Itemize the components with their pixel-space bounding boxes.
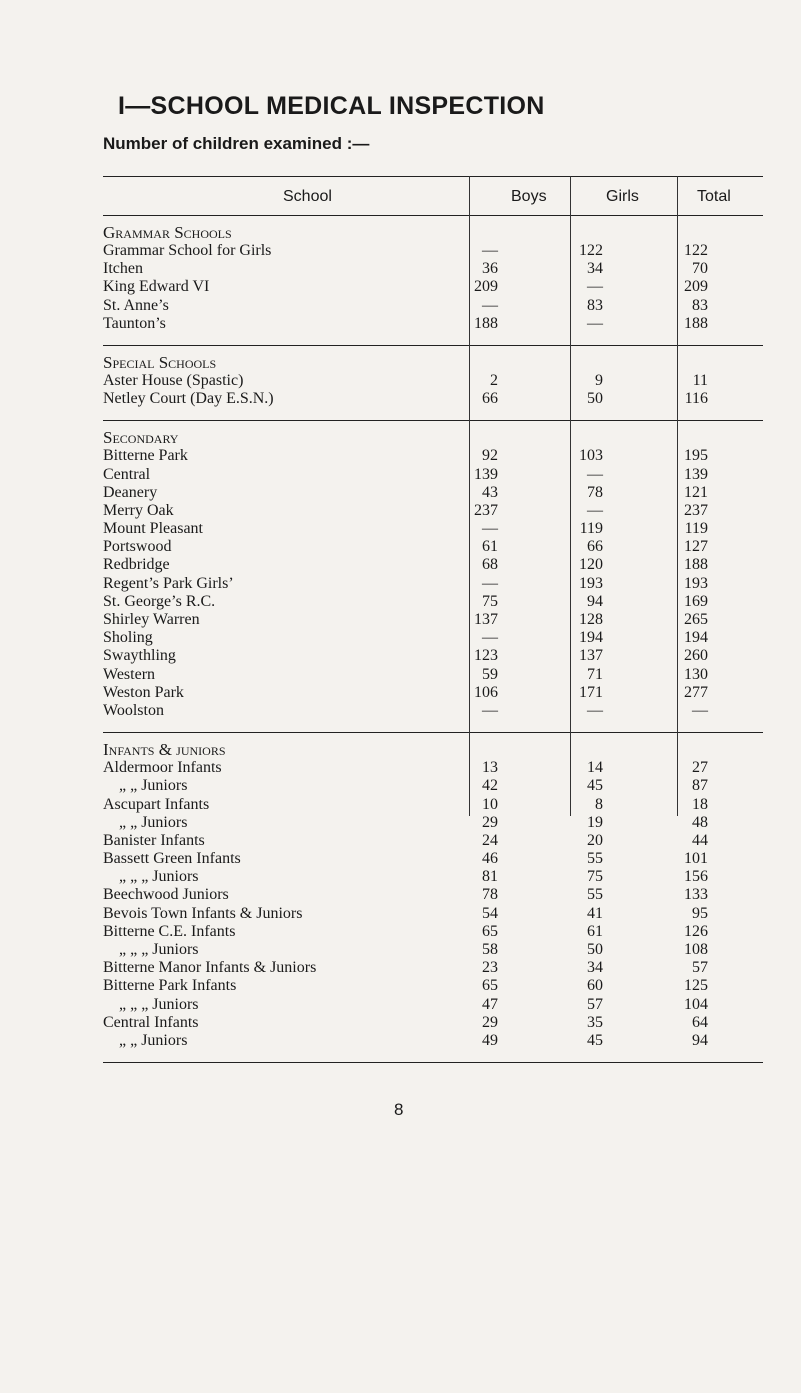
table-row [103, 923, 763, 941]
school-name: Beechwood Juniors [103, 886, 229, 904]
girls-count: 71 [587, 665, 603, 683]
school-name: „ „ „ Juniors [119, 941, 199, 958]
boys-count: 54 [482, 904, 498, 922]
total-count: 27 [692, 759, 708, 777]
total-count: 108 [684, 941, 708, 958]
girls-count: — [587, 501, 603, 519]
school-name: Grammar School for Girls [103, 242, 272, 259]
girls-count: 94 [587, 592, 603, 610]
page-title: I—SCHOOL MEDICAL INSPECTION [118, 92, 545, 120]
boys-count: 65 [482, 922, 498, 940]
total-count: 188 [684, 314, 708, 332]
school-name: Bitterne C.E. Infants [103, 922, 236, 940]
school-name: Ascupart Infants [103, 795, 210, 813]
table-row [103, 484, 763, 502]
boys-count: 13 [482, 759, 498, 777]
table-row [103, 502, 763, 520]
girls-count: 83 [587, 296, 603, 314]
girls-count: 19 [587, 813, 603, 831]
total-count: 193 [684, 574, 708, 592]
school-name: „ „ Juniors [119, 777, 188, 795]
total-count: 18 [692, 795, 708, 813]
total-count: 194 [684, 629, 708, 647]
table-row [103, 260, 763, 278]
total-count: 122 [684, 242, 708, 259]
girls-count: 66 [587, 538, 603, 556]
boys-count: 139 [474, 465, 498, 483]
school-name: Shirley Warren [103, 611, 200, 628]
table-row [103, 814, 763, 832]
boys-count: 46 [482, 850, 498, 868]
table-row [103, 759, 763, 777]
total-count: 101 [684, 850, 708, 868]
boys-count: — [482, 629, 498, 647]
school-name: Itchen [103, 260, 143, 278]
boys-count: 29 [482, 813, 498, 831]
girls-count: — [587, 465, 603, 483]
table-row [103, 868, 763, 886]
boys-count: 78 [482, 886, 498, 904]
school-name: St. George’s R.C. [103, 592, 216, 610]
total-count: 130 [684, 665, 708, 683]
table-row [103, 278, 763, 296]
girls-count: 34 [587, 260, 603, 278]
boys-count: 49 [482, 1031, 498, 1049]
table-section [103, 346, 763, 421]
boys-count: 29 [482, 1013, 498, 1031]
girls-count: 137 [579, 647, 603, 665]
girls-count: 45 [587, 1031, 603, 1049]
total-count: 195 [684, 447, 708, 465]
school-name: Aldermoor Infants [103, 759, 222, 777]
school-name: Banister Infants [103, 831, 205, 849]
header-girls: Girls [606, 188, 639, 205]
total-count: — [692, 701, 708, 719]
school-name: Netley Court (Day E.S.N.) [103, 390, 274, 408]
total-count: 133 [684, 886, 708, 904]
table-row [103, 297, 763, 315]
boys-count: 10 [482, 795, 498, 813]
school-name: Merry Oak [103, 501, 174, 519]
header-school: School [283, 188, 332, 205]
total-count: 95 [692, 904, 708, 922]
total-count: 57 [692, 959, 708, 977]
boys-count: 81 [482, 868, 498, 886]
school-name: Taunton’s [103, 314, 166, 332]
total-count: 83 [692, 296, 708, 314]
school-name: Bitterne Park Infants [103, 977, 237, 995]
boys-count: 209 [474, 278, 498, 296]
girls-count: 20 [587, 831, 603, 849]
boys-count: 2 [490, 371, 498, 389]
school-name: Regent’s Park Girls’ [103, 574, 234, 592]
girls-count: 119 [579, 520, 603, 538]
girls-count: — [587, 314, 603, 332]
boys-count: 106 [474, 683, 498, 701]
school-name: Bassett Green Infants [103, 850, 241, 868]
boys-count: — [482, 701, 498, 719]
section-heading: Special Schools [103, 352, 217, 372]
total-count: 104 [684, 995, 708, 1013]
girls-count: 120 [579, 556, 603, 574]
total-count: 87 [692, 777, 708, 795]
girls-count: 75 [587, 868, 603, 886]
table-row [103, 977, 763, 995]
boys-count: 47 [482, 995, 498, 1013]
table-header [103, 176, 763, 216]
school-name: „ „ Juniors [119, 813, 188, 831]
table-row [103, 575, 763, 593]
table-row [103, 996, 763, 1014]
table-row [103, 1014, 763, 1032]
table-row [103, 796, 763, 814]
total-count: 139 [684, 465, 708, 483]
girls-count: 193 [579, 574, 603, 592]
school-name: Bevois Town Infants & Juniors [103, 904, 303, 922]
table-row [103, 390, 763, 408]
total-count: 11 [692, 371, 708, 389]
table-row [103, 666, 763, 684]
column-divider-girls [570, 176, 571, 816]
table-row [103, 538, 763, 556]
girls-count: 122 [579, 242, 603, 259]
school-name: Woolston [103, 701, 164, 719]
boys-count: 65 [482, 977, 498, 995]
school-name: Western [103, 665, 156, 683]
boys-count: 42 [482, 777, 498, 795]
table-section [103, 733, 763, 1063]
total-count: 188 [684, 556, 708, 574]
girls-count: 14 [587, 759, 603, 777]
boys-count: 43 [482, 483, 498, 501]
table-section [103, 421, 763, 733]
table-row [103, 611, 763, 629]
girls-count: 61 [587, 922, 603, 940]
total-count: 70 [692, 260, 708, 278]
boys-count: — [482, 574, 498, 592]
school-name: St. Anne’s [103, 296, 169, 314]
table-row [103, 850, 763, 868]
boys-count: 92 [482, 447, 498, 465]
boys-count: 36 [482, 260, 498, 278]
table-row [103, 886, 763, 904]
table-row [103, 520, 763, 538]
total-count: 94 [692, 1031, 708, 1049]
total-count: 260 [684, 647, 708, 665]
total-count: 277 [684, 683, 708, 701]
boys-count: 188 [474, 314, 498, 332]
section-heading: Grammar Schools [103, 223, 232, 242]
table-row [103, 647, 763, 665]
total-count: 169 [684, 592, 708, 610]
table-row [103, 941, 763, 959]
total-count: 237 [684, 501, 708, 519]
girls-count: 103 [579, 447, 603, 465]
school-name: Swaythling [103, 647, 176, 665]
table-row [103, 593, 763, 611]
total-count: 156 [684, 868, 708, 886]
table-row [103, 242, 763, 260]
boys-count: — [482, 520, 498, 538]
table-caption: Number of children examined :— [103, 134, 370, 153]
school-name: „ „ „ Juniors [119, 995, 199, 1013]
table-row [103, 315, 763, 333]
total-count: 127 [684, 538, 708, 556]
table-row [103, 1032, 763, 1050]
girls-count: 50 [587, 390, 603, 408]
table-body [103, 216, 763, 1063]
school-name: Aster House (Spastic) [103, 371, 244, 389]
girls-count: 50 [587, 941, 603, 958]
section-heading: Infants & juniors [103, 740, 226, 760]
table-row [103, 447, 763, 465]
school-name: „ „ Juniors [119, 1031, 188, 1049]
school-name: Sholing [103, 629, 153, 647]
girls-count: 41 [587, 904, 603, 922]
boys-count: 123 [474, 647, 498, 665]
table-row [103, 777, 763, 795]
girls-count: 128 [579, 611, 603, 628]
school-name: Deanery [103, 483, 158, 501]
school-name: Portswood [103, 538, 172, 556]
girls-count: 8 [595, 795, 603, 813]
boys-count: 66 [482, 390, 498, 408]
boys-count: 61 [482, 538, 498, 556]
boys-count: 59 [482, 665, 498, 683]
boys-count: 75 [482, 592, 498, 610]
table-row [103, 905, 763, 923]
total-count: 119 [684, 520, 708, 538]
table-row [103, 556, 763, 574]
girls-count: 55 [587, 850, 603, 868]
table-row [103, 702, 763, 720]
total-count: 121 [684, 483, 708, 501]
girls-count: 45 [587, 777, 603, 795]
table-row [103, 959, 763, 977]
boys-count: 68 [482, 556, 498, 574]
school-name: Bitterne Manor Infants & Juniors [103, 959, 317, 977]
girls-count: 9 [595, 371, 603, 389]
girls-count: 34 [587, 959, 603, 977]
total-count: 44 [692, 831, 708, 849]
school-name: „ „ „ Juniors [119, 868, 199, 886]
total-count: 265 [684, 611, 708, 628]
girls-count: 35 [587, 1013, 603, 1031]
total-count: 209 [684, 278, 708, 296]
girls-count: — [587, 701, 603, 719]
header-boys: Boys [511, 188, 547, 205]
girls-count: 57 [587, 995, 603, 1013]
boys-count: 58 [482, 941, 498, 958]
table-row [103, 684, 763, 702]
table-row [103, 629, 763, 647]
boys-count: 237 [474, 501, 498, 519]
total-count: 64 [692, 1013, 708, 1031]
boys-count: — [482, 242, 498, 259]
examinations-table [103, 176, 763, 1063]
school-name: King Edward VI [103, 278, 210, 296]
table-row [103, 466, 763, 484]
total-count: 48 [692, 813, 708, 831]
section-heading: Secondary [103, 428, 179, 448]
boys-count: 24 [482, 831, 498, 849]
header-total: Total [697, 188, 731, 205]
total-count: 126 [684, 922, 708, 940]
boys-count: 137 [474, 611, 498, 628]
table-section [103, 216, 763, 346]
table-row [103, 372, 763, 390]
total-count: 116 [684, 390, 708, 408]
column-divider-boys [469, 176, 470, 816]
total-count: 125 [684, 977, 708, 995]
school-name: Bitterne Park [103, 447, 188, 465]
girls-count: — [587, 278, 603, 296]
page-number: 8 [394, 1100, 404, 1119]
girls-count: 78 [587, 483, 603, 501]
school-name: Central Infants [103, 1013, 199, 1031]
girls-count: 55 [587, 886, 603, 904]
girls-count: 60 [587, 977, 603, 995]
boys-count: — [482, 296, 498, 314]
girls-count: 171 [579, 683, 603, 701]
boys-count: 23 [482, 959, 498, 977]
column-divider-total [677, 176, 678, 816]
school-name: Mount Pleasant [103, 520, 203, 538]
school-name: Weston Park [103, 683, 184, 701]
girls-count: 194 [579, 629, 603, 647]
table-row [103, 832, 763, 850]
school-name: Central [103, 465, 151, 483]
school-name: Redbridge [103, 556, 170, 574]
